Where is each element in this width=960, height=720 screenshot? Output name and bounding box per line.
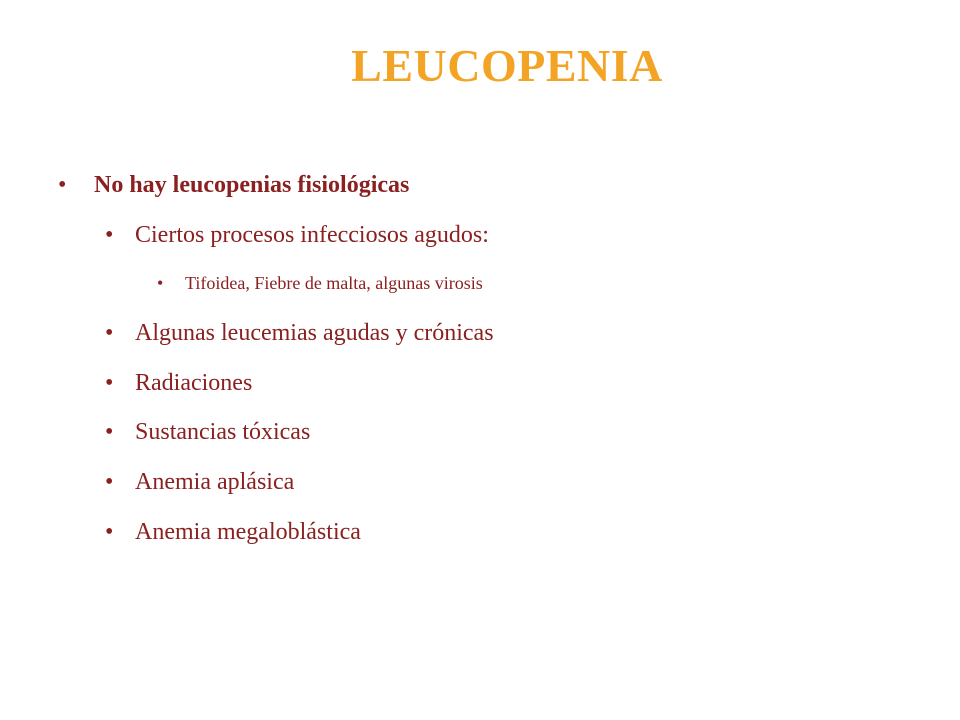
bullet-text: Radiaciones bbox=[135, 370, 253, 396]
bullet-text: Algunas leucemias agudas y crónicas bbox=[135, 320, 494, 346]
bullet-text: Sustancias tóxicas bbox=[135, 419, 311, 445]
bullet-dot: • bbox=[105, 419, 114, 445]
bullet-text: Tifoidea, Fiebre de malta, algunas virosis bbox=[185, 273, 483, 293]
bullet-text: Anemia aplásica bbox=[135, 469, 295, 495]
bullet-text: No hay leucopenias fisiológicas bbox=[94, 172, 410, 198]
bullet-item-no-hay-leucopenias bbox=[58, 172, 409, 199]
bullet-dot: • bbox=[105, 519, 114, 545]
bullet-text: Anemia megaloblástica bbox=[135, 519, 361, 545]
bullet-item-leucemias bbox=[105, 320, 494, 347]
bullet-item-anemia-aplasica bbox=[105, 469, 294, 496]
bullet-dot: • bbox=[105, 320, 114, 346]
bullet-item-tifoidea bbox=[157, 273, 483, 294]
bullet-dot: • bbox=[105, 469, 114, 495]
slide-title: LEUCOPENIA bbox=[351, 40, 663, 91]
bullet-item-sustancias-toxicas bbox=[105, 419, 310, 446]
bullet-dot: • bbox=[105, 370, 114, 396]
bullet-dot: • bbox=[58, 172, 67, 198]
bullet-item-procesos-infecciosos bbox=[105, 222, 489, 249]
bullet-dot: • bbox=[105, 222, 114, 248]
bullet-text: Ciertos procesos infecciosos agudos: bbox=[135, 222, 489, 248]
bullet-item-anemia-megaloblastica bbox=[105, 519, 361, 546]
bullet-item-radiaciones bbox=[105, 370, 252, 397]
bullet-dot: • bbox=[157, 273, 164, 293]
